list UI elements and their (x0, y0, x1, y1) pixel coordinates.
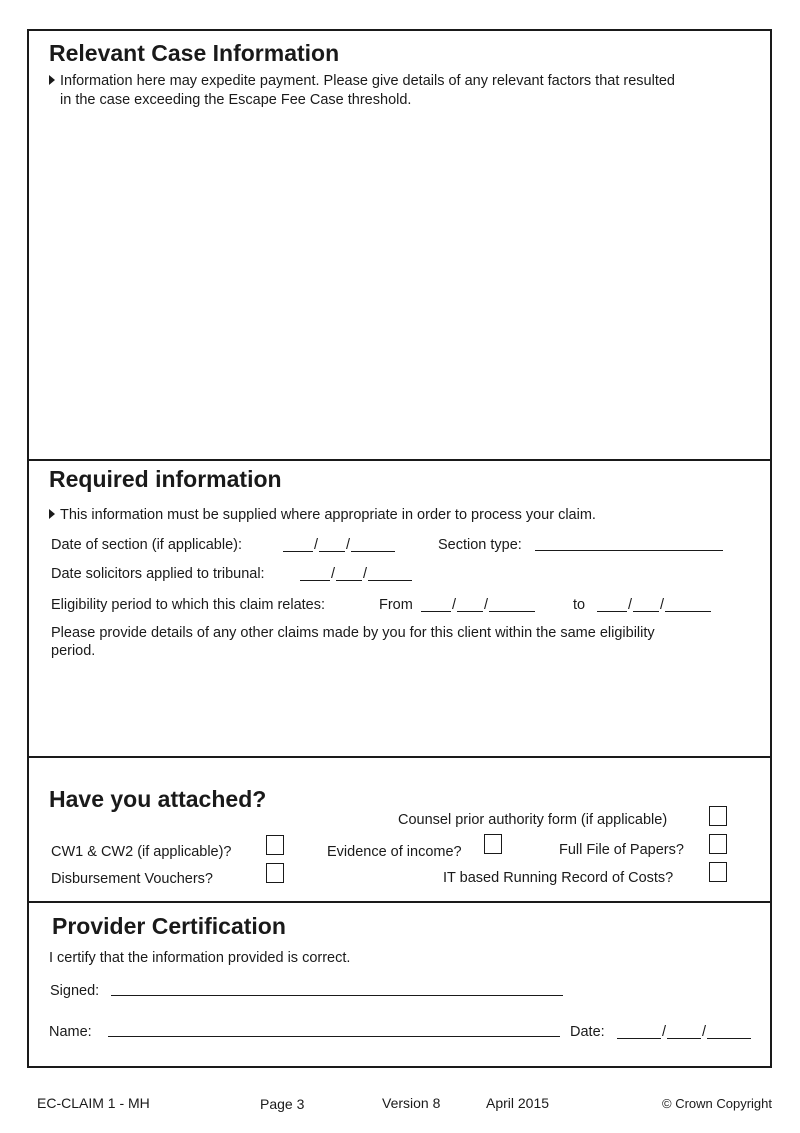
it-running-record-label: IT based Running Record of Costs? (443, 870, 674, 886)
relevant-case-text-area[interactable] (40, 120, 760, 450)
eligibility-to-field[interactable]: / / (597, 597, 711, 613)
required-info-title: Required information (49, 466, 282, 492)
date-of-section-label: Date of section (if applicable): (51, 537, 243, 553)
section-divider (27, 756, 772, 758)
relevant-case-note: Information here may expedite payment. Please give details of any relevant factors that resulted (49, 73, 675, 89)
certification-statement: I certify that the information provided is correct. (49, 950, 351, 966)
full-file-label: Full File of Papers? (559, 842, 684, 858)
form-code: EC-CLAIM 1 - MH (37, 1095, 150, 1111)
triangle-bullet-icon (49, 509, 55, 519)
section-divider (27, 459, 772, 461)
to-label: to (573, 597, 586, 613)
it-running-record-checkbox[interactable] (709, 862, 727, 882)
date-solicitors-field[interactable]: / / (300, 566, 412, 582)
disbursement-label: Disbursement Vouchers? (51, 871, 213, 887)
eligibility-from-field[interactable]: / / (421, 597, 535, 613)
counsel-authority-label: Counsel prior authority form (if applicable) (398, 812, 668, 828)
section-type-field[interactable] (535, 550, 723, 551)
signature-field[interactable] (111, 995, 563, 996)
required-info-note: This information must be supplied where appropriate in order to process your claim. (49, 507, 596, 523)
from-label: From (379, 597, 413, 613)
cw-label: CW1 & CW2 (if applicable)? (51, 844, 232, 860)
evidence-income-label: Evidence of income? (327, 844, 462, 860)
date-label: Date: (570, 1024, 605, 1040)
section-divider (27, 901, 772, 903)
attached-title: Have you attached? (49, 786, 267, 812)
certification-title: Provider Certification (52, 913, 286, 939)
counsel-authority-checkbox[interactable] (709, 806, 727, 826)
full-file-checkbox[interactable] (709, 834, 727, 854)
relevant-case-note-cont: in the case exceeding the Escape Fee Case threshold. (60, 92, 412, 108)
version-date: April 2015 (486, 1095, 550, 1111)
cw-checkbox[interactable] (266, 835, 284, 855)
other-claims-label-cont: period. (51, 643, 96, 659)
page-number: Page 3 (260, 1096, 305, 1112)
copyright: © Crown Copyright (662, 1096, 773, 1111)
version: Version 8 (382, 1095, 441, 1111)
other-claims-label: Please provide details of any other claims made by you for this client within the same eligibility (51, 625, 655, 641)
eligibility-label: Eligibility period to which this claim relates: (51, 597, 325, 613)
name-label: Name: (49, 1024, 92, 1040)
date-of-section-field[interactable]: / / (283, 537, 395, 553)
triangle-bullet-icon (49, 75, 55, 85)
name-field[interactable] (108, 1036, 560, 1037)
relevant-case-title: Relevant Case Information (49, 40, 340, 66)
certification-date-field[interactable]: / / (617, 1024, 751, 1040)
date-solicitors-label: Date solicitors applied to tribunal: (51, 566, 265, 582)
evidence-income-checkbox[interactable] (484, 834, 502, 854)
signed-label: Signed: (50, 983, 100, 999)
disbursement-checkbox[interactable] (266, 863, 284, 883)
other-claims-text-area[interactable] (40, 665, 760, 750)
section-type-label: Section type: (438, 537, 522, 553)
